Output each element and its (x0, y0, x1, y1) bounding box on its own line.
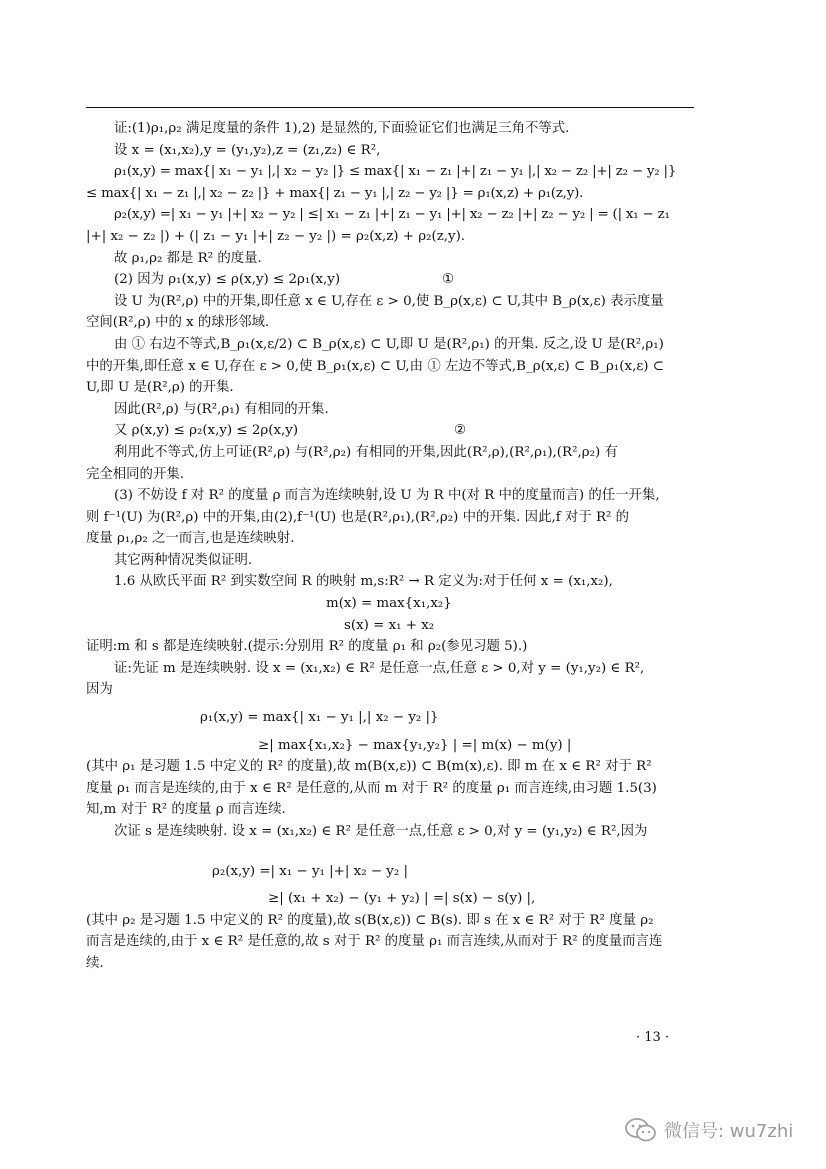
text-line (86, 269, 694, 291)
wechat-icon (624, 1117, 658, 1143)
text-line: 证:(1)ρ₁,ρ₂ 满足度量的条件 1),2) 是显然的,下面验证它们也满足三角不等式. (114, 121, 570, 136)
text-line: 故 ρ₁,ρ₂ 都是 R² 的度量. (114, 250, 262, 266)
equation-line: m(x) = max{x₁,x₂} (326, 596, 452, 612)
text-line: 因此(R²,ρ) 与(R²,ρ₁) 有相同的开集. (114, 401, 329, 417)
text-line: 设 x = (x₁,x₂),y = (y₁,y₂),z = (z₁,z₂) ∈ R², (114, 142, 381, 158)
text-line: (其中 ρ₁ 是习题 1.5 中定义的 R² 的度量),故 m(B(x,ε)) ⊂ B(m(x),ε). 即 m 在 x ∈ R² 对于 R² (86, 759, 652, 775)
watermark (624, 1117, 793, 1143)
text-line: (3) 不妨设 f 对 R² 的度量 ρ 而言为连续映射,设 U 为 R 中(对 R 中的度量而言) 的任一开集, (114, 488, 660, 504)
header-rule (86, 107, 694, 108)
text-line: 知,m 对于 R² 的度量 ρ 而言连续. (86, 802, 286, 818)
page-number: · 13 · (636, 1030, 670, 1045)
text-line: ≤ max{| x₁ − z₁ |,| x₂ − z₂ |} + max{| z₁ − y₁ |,| z₂ − y₂ |} = ρ₁(x,z) + ρ₁(z,y). (86, 185, 584, 201)
circle-mark-1: ① (442, 272, 455, 288)
text-line: 其它两种情况类似证明. (114, 552, 253, 568)
text-line: 由 ① 右边不等式,B_ρ₁(x,ε/2) ⊂ B_ρ(x,ε) ⊂ U,即 U 是(R²,ρ₁) 的开集. 反之,设 U 是(R²,ρ₁) (114, 336, 664, 352)
text-line: 中的开集,即任意 x ∈ U,存在 ε > 0,使 B_ρ₁(x,ε) ⊂ U,由 ① 左边不等式,B_ρ(x,ε) ⊂ B_ρ₁(x,ε) ⊂ (86, 358, 664, 374)
inequality-1: (2) 因为 ρ₁(x,y) ≤ ρ(x,y) ≤ 2ρ₁(x,y) (114, 272, 341, 288)
page-body (86, 118, 694, 975)
text-line: 证:先证 m 是连续映射. 设 x = (x₁,x₂) ∈ R² 是任意一点,任意 ε > 0,对 y = (y₁,y₂) ∈ R², (114, 660, 645, 676)
text-line: 空间(R²,ρ) 中的 x 的球形邻域. (86, 315, 270, 331)
text-line: 度量 ρ₁,ρ₂ 之一而言,也是连续映射. (86, 531, 295, 547)
exercise-heading: 1.6 从欧氏平面 R² 到实数空间 R 的映射 m,s:R² → R 定义为:对于任何 x = (x₁,x₂), (114, 574, 613, 590)
text-line: 利用此不等式,仿上可证(R²,ρ) 与(R²,ρ₂) 有相同的开集,因此(R²,ρ),(R²,ρ₁),(R²,ρ₂) 有 (114, 444, 618, 460)
text-line: 证明:m 和 s 都是连续映射.(提示:分别用 R² 的度量 ρ₁ 和 ρ₂(参见习题 5).) (86, 639, 528, 655)
equation-line: ≥| max{x₁,x₂} − max{y₁,y₂} | =| m(x) − m(y) | (258, 737, 572, 753)
text-line: U,即 U 是(R²,ρ) 的开集. (86, 380, 234, 396)
circle-mark-2: ② (454, 423, 467, 439)
text-line: 设 U 为(R²,ρ) 中的开集,即任意 x ∈ U,存在 ε > 0,使 B_ρ(x,ε) ⊂ U,其中 B_ρ(x,ε) 表示度量 (114, 293, 664, 309)
text-line: 完全相同的开集. (86, 466, 184, 482)
text-line: (其中 ρ₂ 是习题 1.5 中定义的 R² 的度量),故 s(B(x,ε)) ⊂ B(s). 即 s 在 x ∈ R² 对于 R² 度量 ρ₂ (86, 912, 654, 928)
watermark-text: 微信号: wu7zhi (664, 1121, 794, 1142)
equation-line: ρ₁(x,y) = max{| x₁ − y₁ |,| x₂ − y₂ |} (200, 710, 439, 726)
text-line: |+| x₂ − z₂ |) + (| z₁ − y₁ |+| z₂ − y₂ |) = ρ₂(x,z) + ρ₂(z,y). (86, 228, 466, 244)
text-line: 度量 ρ₁ 而言是连续的,由于 x ∈ R² 是任意的,从而 m 对于 R² 的度量 ρ₁ 而言连续,由习题 1.5(3) (86, 780, 657, 796)
text-line (86, 420, 694, 442)
text-line: ρ₁(x,y) = max{| x₁ − y₁ |,| x₂ − y₂ |} ≤ max{| x₁ − z₁ |+| z₁ − y₁ |,| x₂ − z₂ |+| z₂ − y₂ |} (114, 164, 677, 180)
text-line: 续. (86, 955, 104, 971)
equation-line: ρ₂(x,y) =| x₁ − y₁ |+| x₂ − y₂ | (212, 863, 409, 879)
text-line: 则 f⁻¹(U) 为(R²,ρ) 中的开集,由(2),f⁻¹(U) 也是(R²,ρ₁),(R²,ρ₂) 中的开集. 因此,f 对于 R² 的 (86, 509, 630, 525)
text-line: 次证 s 是连续映射. 设 x = (x₁,x₂) ∈ R² 是任意一点,任意 ε > 0,对 y = (y₁,y₂) ∈ R²,因为 (114, 824, 648, 839)
text-line: 因为 (86, 682, 113, 698)
text-line: 而言是连续的,由于 x ∈ R² 是任意的,故 s 对于 R² 的度量 ρ₁ 而言连续,从而对于 R² 的度量而言连 (86, 934, 663, 950)
equation-line: s(x) = x₁ + x₂ (344, 617, 435, 633)
text-line: ρ₂(x,y) =| x₁ − y₁ |+| x₂ − y₂ | ≤| x₁ − z₁ |+| z₁ − y₁ |+| x₂ − z₂ |+| z₂ − y₂ | = (| x₁ − z₁ (114, 207, 670, 223)
inequality-2: 又 ρ(x,y) ≤ ρ₂(x,y) ≤ 2ρ(x,y) (114, 423, 299, 439)
equation-line: ≥| (x₁ + x₂) − (y₁ + y₂) | =| s(x) − s(y) |, (268, 891, 536, 907)
